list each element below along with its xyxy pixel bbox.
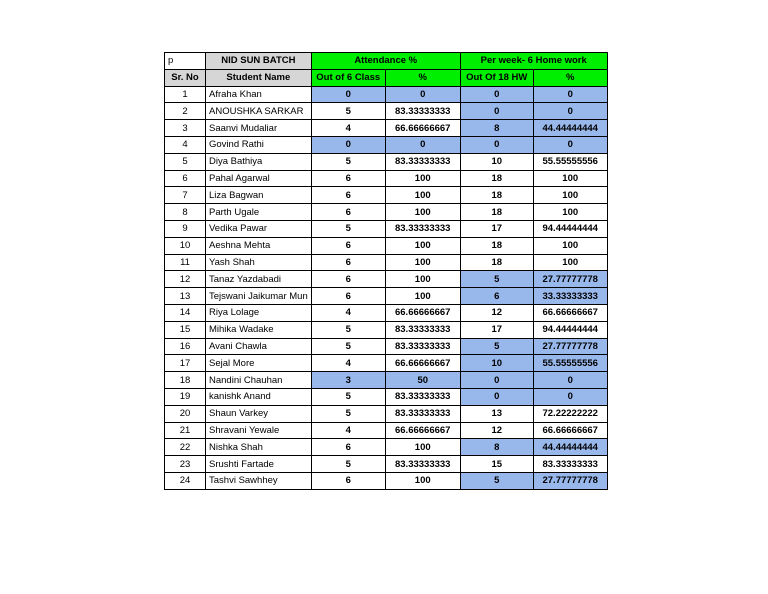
attendance-pct-cell[interactable]: 50 [385, 372, 460, 389]
attendance-count-cell[interactable]: 5 [311, 153, 385, 170]
homework-count-cell[interactable]: 18 [460, 187, 533, 204]
attendance-pct-cell[interactable]: 83.33333333 [385, 153, 460, 170]
homework-count-cell[interactable]: 15 [460, 456, 533, 473]
attendance-count-cell[interactable]: 6 [311, 288, 385, 305]
sr-no-cell[interactable]: 23 [165, 456, 206, 473]
table-row [165, 456, 608, 473]
attendance-pct-cell[interactable]: 100 [385, 237, 460, 254]
sr-no-cell[interactable]: 20 [165, 405, 206, 422]
attendance-count-cell[interactable]: 4 [311, 422, 385, 439]
homework-count-cell[interactable]: 18 [460, 204, 533, 221]
homework-count-cell[interactable]: 18 [460, 237, 533, 254]
student-name-cell[interactable]: Saanvi Mudaliar [206, 120, 312, 137]
sr-no-cell[interactable]: 9 [165, 220, 206, 237]
homework-count-cell[interactable]: 5 [460, 271, 533, 288]
attendance-count-cell[interactable]: 6 [311, 439, 385, 456]
table-row [165, 472, 608, 489]
homework-pct-cell[interactable]: 44.44444444 [533, 439, 607, 456]
attendance-pct-cell[interactable]: 100 [385, 187, 460, 204]
attendance-count-cell[interactable]: 6 [311, 170, 385, 187]
sr-no-cell[interactable]: 10 [165, 237, 206, 254]
attendance-count-cell[interactable]: 5 [311, 405, 385, 422]
attendance-pct-cell[interactable]: 100 [385, 170, 460, 187]
student-name-cell[interactable]: Liza Bagwan [206, 187, 312, 204]
col-header-att-pct[interactable]: % [385, 69, 460, 86]
student-name-cell[interactable]: Nandini Chauhan [206, 372, 312, 389]
attendance-count-cell[interactable]: 5 [311, 456, 385, 473]
student-name-cell[interactable]: Shravani Yewale [206, 422, 312, 439]
homework-pct-cell[interactable]: 33.33333333 [533, 288, 607, 305]
homework-count-cell[interactable]: 5 [460, 338, 533, 355]
student-name-cell[interactable]: Shaun Varkey [206, 405, 312, 422]
header-row-1 [165, 53, 608, 70]
col-header-hw-pct[interactable]: % [533, 69, 607, 86]
homework-count-cell[interactable]: 10 [460, 355, 533, 372]
attendance-pct-cell[interactable]: 83.33333333 [385, 220, 460, 237]
sr-no-cell[interactable]: 19 [165, 388, 206, 405]
sr-no-cell[interactable]: 21 [165, 422, 206, 439]
student-name-cell[interactable]: Pahal Agarwal [206, 170, 312, 187]
homework-count-cell[interactable]: 0 [460, 372, 533, 389]
homework-count-cell[interactable]: 18 [460, 254, 533, 271]
attendance-count-cell[interactable]: 6 [311, 187, 385, 204]
attendance-pct-cell[interactable]: 83.33333333 [385, 321, 460, 338]
homework-pct-cell[interactable]: 94.44444444 [533, 220, 607, 237]
homework-pct-cell[interactable]: 0 [533, 136, 607, 153]
homework-count-cell[interactable]: 0 [460, 388, 533, 405]
attendance-count-cell[interactable]: 0 [311, 136, 385, 153]
attendance-pct-cell[interactable]: 100 [385, 204, 460, 221]
homework-pct-cell[interactable]: 0 [533, 103, 607, 120]
student-name-cell[interactable]: ANOUSHKA SARKAR [206, 103, 312, 120]
table-row [165, 187, 608, 204]
attendance-pct-cell[interactable]: 66.66666667 [385, 355, 460, 372]
attendance-pct-cell[interactable]: 100 [385, 439, 460, 456]
sr-no-cell[interactable]: 13 [165, 288, 206, 305]
attendance-pct-cell[interactable]: 66.66666667 [385, 120, 460, 137]
attendance-count-cell[interactable]: 5 [311, 388, 385, 405]
homework-count-cell[interactable]: 0 [460, 103, 533, 120]
homework-count-cell[interactable]: 12 [460, 304, 533, 321]
homework-pct-cell[interactable]: 0 [533, 86, 607, 103]
homework-count-cell[interactable]: 0 [460, 86, 533, 103]
attendance-count-cell[interactable]: 5 [311, 220, 385, 237]
attendance-count-cell[interactable]: 6 [311, 237, 385, 254]
homework-pct-cell[interactable]: 72.22222222 [533, 405, 607, 422]
table-row [165, 153, 608, 170]
attendance-count-cell[interactable]: 6 [311, 204, 385, 221]
homework-count-cell[interactable]: 5 [460, 472, 533, 489]
student-name-cell[interactable]: Avani Chawla [206, 338, 312, 355]
homework-count-cell[interactable]: 12 [460, 422, 533, 439]
homework-pct-cell[interactable]: 27.77777778 [533, 271, 607, 288]
table-row [165, 439, 608, 456]
sr-no-cell[interactable]: 1 [165, 86, 206, 103]
homework-pct-cell[interactable]: 55.55555556 [533, 153, 607, 170]
homework-pct-cell[interactable]: 66.66666667 [533, 304, 607, 321]
sr-no-cell[interactable]: 15 [165, 321, 206, 338]
table-row [165, 422, 608, 439]
table-row [165, 304, 608, 321]
student-name-cell[interactable]: Yash Shah [206, 254, 312, 271]
attendance-count-cell[interactable]: 0 [311, 86, 385, 103]
attendance-count-cell[interactable]: 6 [311, 271, 385, 288]
student-name-cell[interactable]: Mihika Wadake [206, 321, 312, 338]
homework-pct-cell[interactable]: 100 [533, 187, 607, 204]
homework-count-cell[interactable]: 18 [460, 170, 533, 187]
sr-no-cell[interactable]: 16 [165, 338, 206, 355]
attendance-group-header[interactable]: Attendance % [311, 53, 460, 70]
homework-count-cell[interactable]: 0 [460, 136, 533, 153]
attendance-count-cell[interactable]: 3 [311, 372, 385, 389]
sr-no-cell[interactable]: 4 [165, 136, 206, 153]
attendance-count-cell[interactable]: 5 [311, 338, 385, 355]
student-name-cell[interactable]: Diya Bathiya [206, 153, 312, 170]
attendance-pct-cell[interactable]: 100 [385, 254, 460, 271]
homework-count-cell[interactable]: 17 [460, 220, 533, 237]
attendance-count-cell[interactable]: 5 [311, 103, 385, 120]
attendance-homework-table [164, 52, 608, 490]
sr-no-cell[interactable]: 11 [165, 254, 206, 271]
attendance-pct-cell[interactable]: 83.33333333 [385, 103, 460, 120]
sr-no-cell[interactable]: 22 [165, 439, 206, 456]
table-row [165, 372, 608, 389]
homework-pct-cell[interactable]: 100 [533, 204, 607, 221]
sr-no-cell[interactable]: 3 [165, 120, 206, 137]
attendance-pct-cell[interactable]: 100 [385, 271, 460, 288]
attendance-count-cell[interactable]: 4 [311, 120, 385, 137]
student-name-cell[interactable]: Srushti Fartade [206, 456, 312, 473]
homework-pct-cell[interactable]: 94.44444444 [533, 321, 607, 338]
col-header-name[interactable]: Student Name [206, 69, 312, 86]
homework-group-header[interactable]: Per week- 6 Home work [460, 53, 607, 70]
student-name-cell[interactable]: Tanaz Yazdabadi [206, 271, 312, 288]
table-row [165, 388, 608, 405]
attendance-count-cell[interactable]: 6 [311, 254, 385, 271]
sr-no-cell[interactable]: 17 [165, 355, 206, 372]
table-row [165, 204, 608, 221]
table-row [165, 405, 608, 422]
sr-no-cell[interactable]: 8 [165, 204, 206, 221]
header-row-2 [165, 69, 608, 86]
table-row [165, 86, 608, 103]
corner-cell[interactable]: p [165, 53, 206, 70]
sr-no-cell[interactable]: 2 [165, 103, 206, 120]
sr-no-cell[interactable]: 12 [165, 271, 206, 288]
table-row [165, 254, 608, 271]
attendance-pct-cell[interactable]: 66.66666667 [385, 304, 460, 321]
student-name-cell[interactable]: Afraha Khan [206, 86, 312, 103]
homework-pct-cell[interactable]: 83.33333333 [533, 456, 607, 473]
sr-no-cell[interactable]: 24 [165, 472, 206, 489]
student-name-cell[interactable]: Aeshna Mehta [206, 237, 312, 254]
table-row [165, 170, 608, 187]
sr-no-cell[interactable]: 18 [165, 372, 206, 389]
homework-count-cell[interactable]: 8 [460, 439, 533, 456]
homework-pct-cell[interactable]: 100 [533, 170, 607, 187]
homework-pct-cell[interactable]: 55.55555556 [533, 355, 607, 372]
homework-count-cell[interactable]: 17 [460, 321, 533, 338]
homework-pct-cell[interactable]: 100 [533, 237, 607, 254]
sr-no-cell[interactable]: 5 [165, 153, 206, 170]
homework-count-cell[interactable]: 13 [460, 405, 533, 422]
homework-pct-cell[interactable]: 0 [533, 388, 607, 405]
attendance-pct-cell[interactable]: 83.33333333 [385, 456, 460, 473]
student-name-cell[interactable]: Sejal More [206, 355, 312, 372]
table-row [165, 103, 608, 120]
sr-no-cell[interactable]: 14 [165, 304, 206, 321]
table-row [165, 355, 608, 372]
sr-no-cell[interactable]: 6 [165, 170, 206, 187]
student-name-cell[interactable]: Tejswani Jaikumar Mun [206, 288, 312, 305]
table-row [165, 136, 608, 153]
attendance-pct-cell[interactable]: 83.33333333 [385, 405, 460, 422]
homework-count-cell[interactable]: 10 [460, 153, 533, 170]
homework-count-cell[interactable]: 8 [460, 120, 533, 137]
attendance-pct-cell[interactable]: 83.33333333 [385, 388, 460, 405]
col-header-srno[interactable]: Sr. No [165, 69, 206, 86]
table-row [165, 271, 608, 288]
col-header-hw-out-of[interactable]: Out Of 18 HW [460, 69, 533, 86]
attendance-count-cell[interactable]: 6 [311, 472, 385, 489]
attendance-pct-cell[interactable]: 0 [385, 136, 460, 153]
homework-pct-cell[interactable]: 66.66666667 [533, 422, 607, 439]
table-row [165, 237, 608, 254]
student-name-cell[interactable]: Vedika Pawar [206, 220, 312, 237]
homework-pct-cell[interactable]: 27.77777778 [533, 338, 607, 355]
student-name-cell[interactable]: Govind Rathi [206, 136, 312, 153]
homework-pct-cell[interactable]: 0 [533, 372, 607, 389]
homework-pct-cell[interactable]: 44.44444444 [533, 120, 607, 137]
table-row [165, 120, 608, 137]
attendance-pct-cell[interactable]: 83.33333333 [385, 338, 460, 355]
attendance-count-cell[interactable]: 4 [311, 304, 385, 321]
attendance-count-cell[interactable]: 5 [311, 321, 385, 338]
table-row [165, 220, 608, 237]
homework-count-cell[interactable]: 6 [460, 288, 533, 305]
table-row [165, 321, 608, 338]
attendance-pct-cell[interactable]: 66.66666667 [385, 422, 460, 439]
student-name-cell[interactable]: kanishk Anand [206, 388, 312, 405]
attendance-pct-cell[interactable]: 100 [385, 472, 460, 489]
attendance-pct-cell[interactable]: 100 [385, 288, 460, 305]
table-row [165, 338, 608, 355]
table-row [165, 288, 608, 305]
col-header-att-out-of[interactable]: Out of 6 Class [311, 69, 385, 86]
student-name-cell[interactable]: Parth Ugale [206, 204, 312, 221]
attendance-count-cell[interactable]: 4 [311, 355, 385, 372]
homework-pct-cell[interactable]: 27.77777778 [533, 472, 607, 489]
batch-title[interactable]: NID SUN BATCH [206, 53, 312, 70]
attendance-pct-cell[interactable]: 0 [385, 86, 460, 103]
homework-pct-cell[interactable]: 100 [533, 254, 607, 271]
student-name-cell[interactable]: Tashvi Sawhhey [206, 472, 312, 489]
sr-no-cell[interactable]: 7 [165, 187, 206, 204]
student-name-cell[interactable]: Riya Lolage [206, 304, 312, 321]
student-name-cell[interactable]: Nishka Shah [206, 439, 312, 456]
